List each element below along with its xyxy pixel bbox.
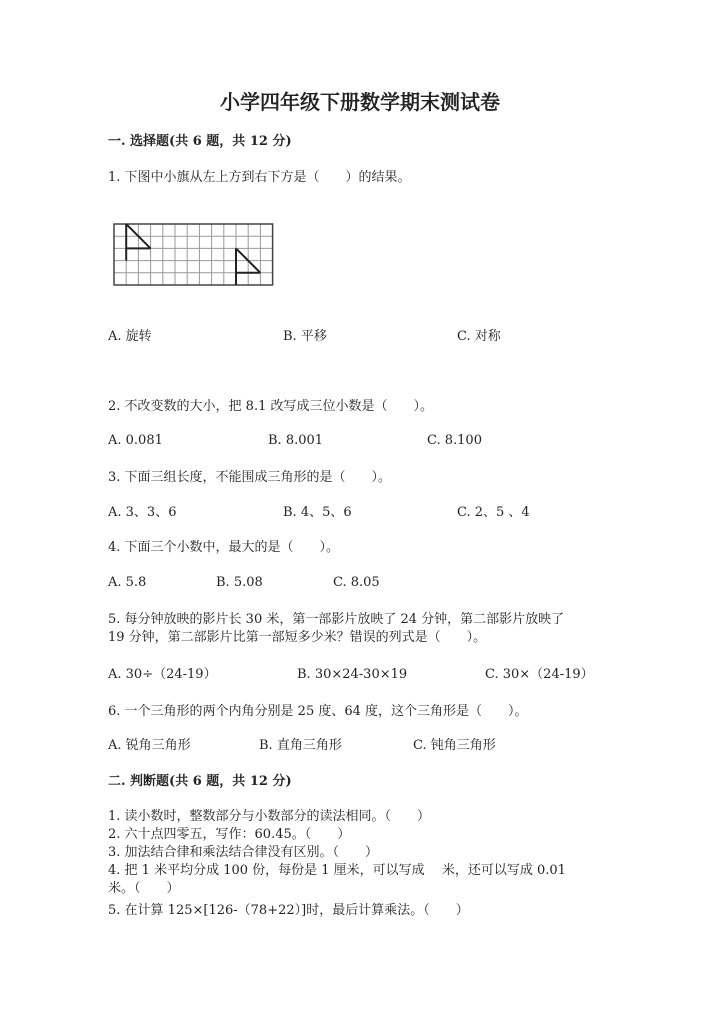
option: B. 5.08 xyxy=(216,575,263,590)
judgment-item: 4. 把 1 米平均分成 100 份，每份是 1 厘米，可以写成 米，还可以写成 0.01 xyxy=(108,863,566,878)
question-text: 5. 每分钟放映的影片长 30 米，第一部影片放映了 24 分钟，第二部影片放映了 xyxy=(108,612,565,627)
judgment-item: 2. 六十点四零五，写作：60.45。（ ） xyxy=(108,827,351,842)
question-text: 1. 下图中小旗从左上方到右下方是（ ）的结果。 xyxy=(108,170,411,185)
option: B. 30×24-30×19 xyxy=(297,667,408,682)
option: C. 8.05 xyxy=(333,575,380,590)
option: C. 对称 xyxy=(457,329,501,344)
option: A. 锐角三角形 xyxy=(108,738,191,753)
question-text: 3. 下面三组长度，不能围成三角形的是（ ）。 xyxy=(108,470,392,485)
option: C. 30×（24-19） xyxy=(485,667,594,682)
flag-grid-figure xyxy=(113,223,275,287)
judgment-item: 3. 加法结合律和乘法结合律没有区别。（ ） xyxy=(108,845,379,860)
judgment-item: 1. 读小数时，整数部分与小数部分的读法相同。（ ） xyxy=(108,809,431,824)
option: C. 8.100 xyxy=(427,433,482,448)
question-text: 2. 不改变数的大小，把 8.1 改写成三位小数是（ ）。 xyxy=(108,399,433,414)
question-text: 4. 下面三个小数中，最大的是（ ）。 xyxy=(108,540,340,555)
grid-border xyxy=(114,224,273,285)
option: C. 钝角三角形 xyxy=(413,738,496,753)
question-text: 6. 一个三角形的两个内角分别是 25 度、64 度，这个三角形是（ ）。 xyxy=(108,704,528,719)
option: B. 直角三角形 xyxy=(259,738,342,753)
option: A. 5.8 xyxy=(108,575,147,590)
option: A. 3、3、6 xyxy=(108,505,177,520)
section-heading: 一. 选择题(共 6 题，共 12 分) xyxy=(108,134,292,149)
judgment-item: 5. 在计算 125×[126-（78+22）]时，最后计算乘法。（ ） xyxy=(108,903,469,918)
option: A. 30÷（24-19） xyxy=(108,667,217,682)
option: A. 旋转 xyxy=(108,329,152,344)
option: A. 0.081 xyxy=(108,433,163,448)
judgment-item: 米。（ ） xyxy=(108,881,180,896)
section-heading: 二. 判断题(共 6 题，共 12 分) xyxy=(108,774,292,789)
option: C. 2、5 、4 xyxy=(457,505,530,520)
page-title: 小学四年级下册数学期末测试卷 xyxy=(220,90,500,114)
question-text: 19 分钟，第二部影片比第一部短多少米？错误的列式是（ ）。 xyxy=(108,630,487,645)
option: B. 8.001 xyxy=(268,433,324,448)
option: B. 4、5、6 xyxy=(283,505,352,520)
option: B. 平移 xyxy=(283,329,327,344)
